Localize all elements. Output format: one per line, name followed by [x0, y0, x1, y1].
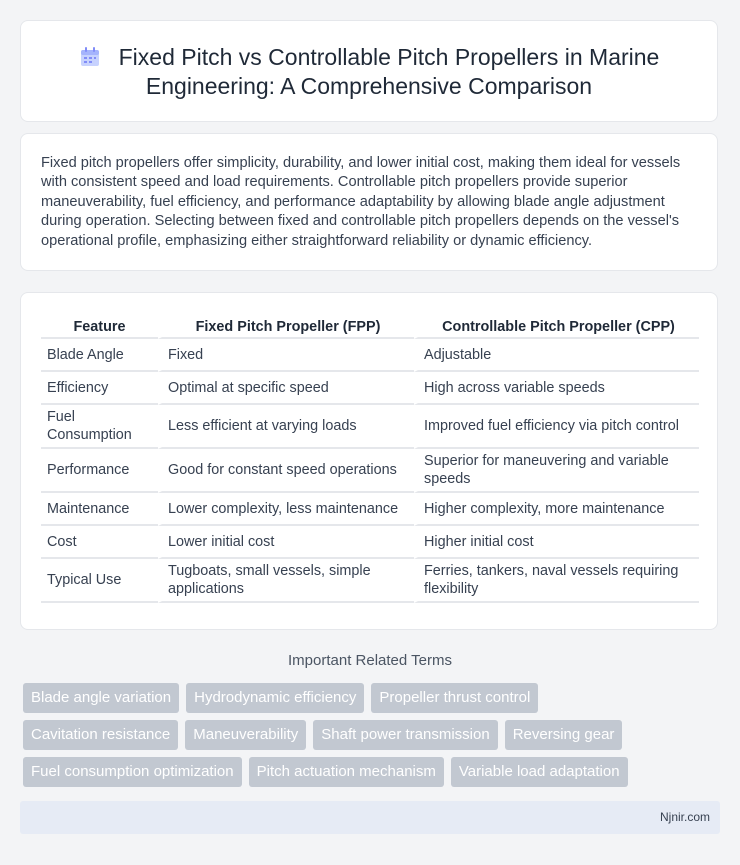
related-term-tag[interactable]: Propeller thrust control [371, 683, 538, 713]
table-cell: Fuel Consumption [41, 405, 158, 449]
related-term-tag[interactable]: Shaft power transmission [313, 720, 497, 750]
table-row [41, 405, 699, 449]
table-row [41, 339, 699, 372]
table-cell: Adjustable [414, 339, 699, 372]
title-line-1: Fixed Pitch vs Controllable Pitch Propellers in Marine [118, 44, 660, 70]
related-term-tag[interactable]: Fuel consumption optimization [23, 757, 242, 787]
table-cell: Cost [41, 526, 158, 559]
table-cell: Superior for maneuvering and variable speeds [414, 449, 699, 493]
table-cell: Tugboats, small vessels, simple applications [158, 559, 414, 603]
tag-row [23, 757, 628, 787]
related-term-tag[interactable]: Reversing gear [505, 720, 623, 750]
table-cell: Fixed [158, 339, 414, 372]
table-cell: Lower initial cost [158, 526, 414, 559]
tag-row [23, 720, 622, 750]
table-cell: Maintenance [41, 493, 158, 526]
related-term-tag[interactable]: Blade angle variation [23, 683, 179, 713]
page-title [21, 43, 717, 101]
intro-card [20, 133, 718, 271]
tag-row [23, 683, 538, 713]
title-line-2: Engineering: A Comprehensive Comparison [145, 73, 593, 99]
table-cell: Lower complexity, less maintenance [158, 493, 414, 526]
column-header: Feature [41, 315, 158, 339]
table-cell: Ferries, tankers, naval vessels requiring flexibility [414, 559, 699, 603]
related-terms-heading: Important Related Terms [288, 652, 452, 669]
table-header-row [41, 315, 699, 339]
table-cell: Higher initial cost [414, 526, 699, 559]
comparison-card [20, 292, 718, 630]
table-cell: Higher complexity, more maintenance [414, 493, 699, 526]
table-cell: Blade Angle [41, 339, 158, 372]
table-cell: Improved fuel efficiency via pitch control [414, 405, 699, 449]
table-row [41, 493, 699, 526]
title-card [20, 20, 718, 122]
calendar-icon [79, 46, 101, 68]
related-term-tag[interactable]: Maneuverability [185, 720, 306, 750]
related-term-tag[interactable]: Variable load adaptation [451, 757, 628, 787]
column-header: Fixed Pitch Propeller (FPP) [158, 315, 414, 339]
intro-text: Fixed pitch propellers offer simplicity, durability, and lower initial cost, making them ideal for vessels with consistent speed and load requirements. Controllable pitch propellers provide superior maneuverability, fuel efficiency, and performance adaptability by allowing blade angle adjustment during operation. Selecting between fixed and controllable pitch propellers depends on the vessel's operational profile, emphasizing either straightforward reliability or dynamic efficiency. [41, 155, 681, 249]
footer-site[interactable]: Njnir.com [659, 810, 710, 824]
table-cell: High across variable speeds [414, 372, 699, 405]
table-row [41, 526, 699, 559]
related-term-tag[interactable]: Cavitation resistance [23, 720, 178, 750]
related-term-tag[interactable]: Hydrodynamic efficiency [186, 683, 364, 713]
table-row [41, 372, 699, 405]
table-cell: Less efficient at varying loads [158, 405, 414, 449]
related-term-tag[interactable]: Pitch actuation mechanism [249, 757, 444, 787]
table-row [41, 559, 699, 603]
table-row [41, 449, 699, 493]
comparison-table [41, 315, 699, 603]
table-cell: Performance [41, 449, 158, 493]
table-cell: Typical Use [41, 559, 158, 603]
table-cell: Efficiency [41, 372, 158, 405]
footer [20, 801, 720, 834]
table-cell: Optimal at specific speed [158, 372, 414, 405]
column-header: Controllable Pitch Propeller (CPP) [414, 315, 699, 339]
table-cell: Good for constant speed operations [158, 449, 414, 493]
